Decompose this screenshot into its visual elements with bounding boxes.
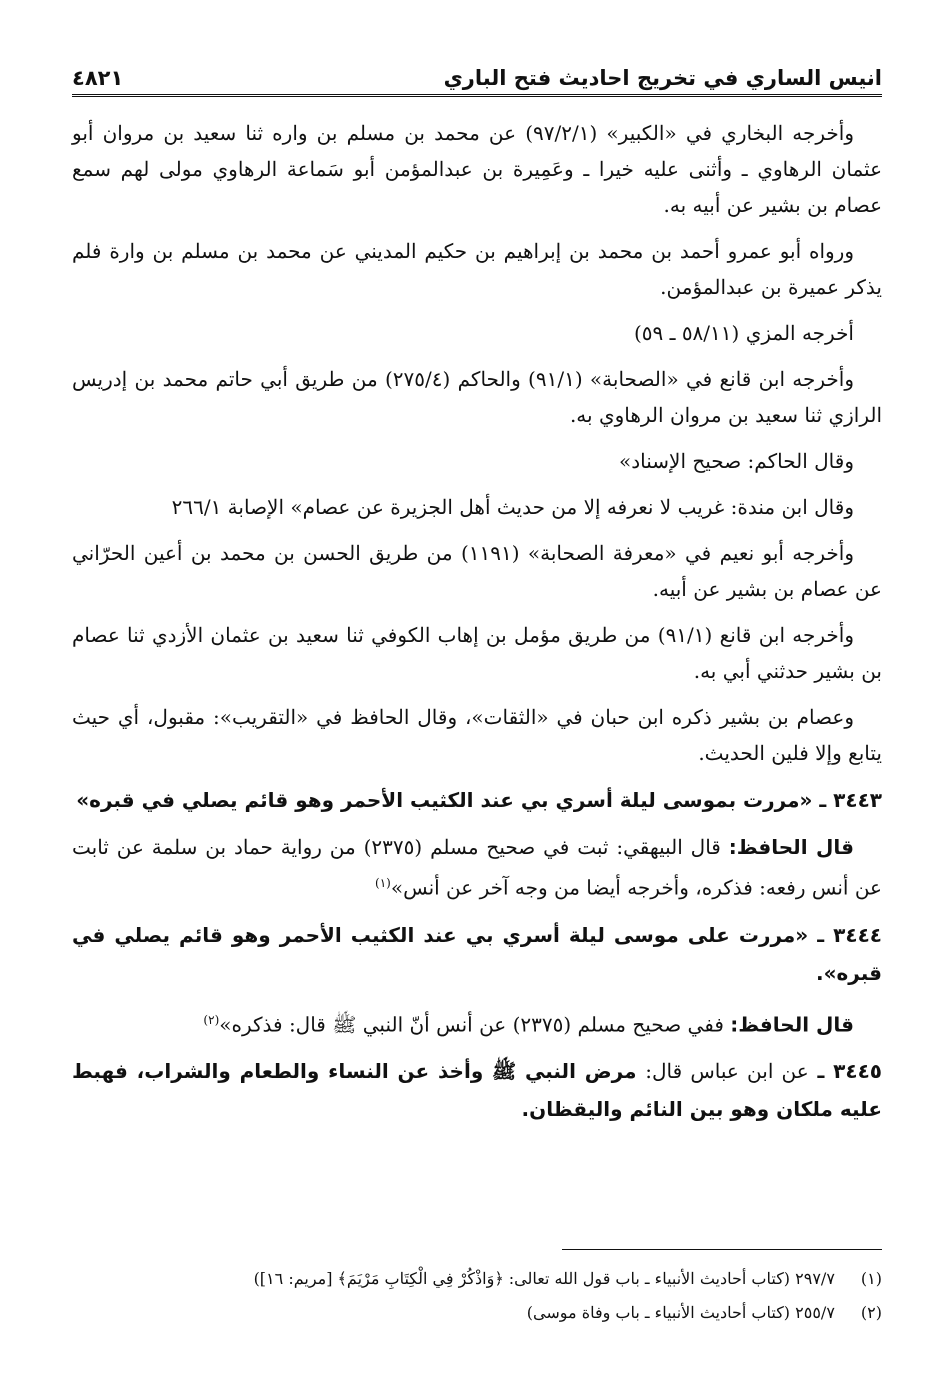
paragraph-mizzi: أخرجه المزي (٥٨/١١ ـ ٥٩) (633, 321, 854, 345)
hafiz-text: قال البيهقي: ثبت في صحيح مسلم (٢٣٧٥) من رواية حماد بن سلمة عن ثابت عن أنس رفعه: فذكره، وأخرجه أيضا من وجه آخر عن أنس» (72, 835, 882, 900)
header-divider (72, 94, 882, 97)
hafiz-label: قال الحافظ: (730, 1012, 854, 1037)
hafiz-text: ففي صحيح مسلم (٢٣٧٥) عن أنس أنّ النبي ﷺ قال: فذكره» (219, 1012, 724, 1037)
running-header (72, 50, 882, 94)
paragraph-ibn-manda: وقال ابن مندة: غريب لا نعرفه إلا من حديث أهل الجزيرة عن عصام» الإصابة ٢٦٦/١ (171, 495, 854, 519)
hadith-text: «مررت بموسى ليلة أسري بي عند الكثيب الأحمر وهو قائم يصلي في قبره» (76, 788, 813, 812)
paragraph-abu-nuaym: وأخرجه أبو نعيم في «معرفة الصحابة» (١١٩١) من طريق الحسن بن محمد بن أعين الحرّاني عن عصام بن بشير عن أبيه. (72, 541, 882, 601)
hadith-3445 (72, 1052, 882, 1128)
paragraph-ibn-qani-hakim: وأخرجه ابن قانع في «الصحابة» (٩١/١) والحاكم (٢٧٥/٤) من طريق أبي حاتم محمد بن إدريس الرازي ثنا سعيد بن مروان الرهاوي به. (72, 367, 882, 427)
hadith-number: ٣٤٤٤ ـ (817, 922, 882, 947)
hadith-3443 (72, 781, 882, 819)
footnote-ref[interactable]: (٢) (203, 1012, 220, 1027)
footnote-number: (١) (860, 1269, 882, 1288)
book-title: انيس الساري في تخريج احاديث فتح الباري (443, 66, 882, 90)
hafiz-comment-3444 (72, 1002, 882, 1043)
hadith-intro: عن ابن عباس قال: (645, 1059, 809, 1084)
footnotes (72, 1262, 882, 1330)
paragraph-ibn-hibban: وعصام بن بشير ذكره ابن حبان في «الثقات»، وقال الحافظ في «التقريب»: مقبول، أي حيث يتابع وإلا فلين الحديث. (72, 705, 882, 765)
paragraph-abu-amr: ورواه أبو عمرو أحمد بن محمد بن إبراهيم بن حكيم المديني عن محمد بن مسلم بن وارة فلم يذكر عميرة بن عبدالمؤمن. (72, 239, 882, 299)
footnote-item (72, 1296, 882, 1330)
footnote-ref[interactable]: (١) (375, 876, 391, 890)
paragraph-bukhari-kabir: وأخرجه البخاري في «الكبير» (٩٧/٢/١) عن محمد بن مسلم بن واره ثنا سعيد بن مروان أبو عثمان الرهاوي ـ وأثنى عليه خيرا ـ وعَمِيرة بن عبدالمؤمن أبو سَماعة الرهاوي مولى لهم سمع عصام بن بشير عن أبيه به. (72, 121, 882, 217)
hafiz-comment-3443 (72, 829, 882, 906)
hadith-text: مرض النبي ﷺ وأخذ عن النساء والطعام والشراب، فهبط عليه ملكان وهو بين النائم واليقظان. (72, 1059, 882, 1122)
footnote-text: ٢٩٧/٧ (كتاب أحاديث الأنبياء ـ باب قول الله تعالى: ﴿وَاذْكُرْ فِي الْكِتَابِ مَرْيَمَ﴾ [مريم: ١٦]) (253, 1269, 835, 1288)
footnote-text: ٢٥٥/٧ (كتاب أحاديث الأنبياء ـ باب وفاة موسى) (526, 1303, 835, 1322)
footnote-number: (٢) (860, 1303, 882, 1322)
hadith-number: ٣٤٤٣ ـ (819, 788, 882, 812)
hadith-text: «مررت على موسى ليلة أسري بي عند الكثيب الأحمر وهو قائم يصلي في قبره». (72, 922, 882, 985)
page-number: ٤٨٢١ (72, 66, 124, 90)
book-page (72, 50, 882, 1360)
paragraph-hakim-quote: وقال الحاكم: صحيح الإسناد» (619, 449, 854, 473)
hadith-3444 (72, 916, 882, 992)
hafiz-label: قال الحافظ: (728, 835, 854, 859)
paragraph-ibn-qani-2: وأخرجه ابن قانع (٩١/١) من طريق مؤمل بن إهاب الكوفي ثنا سعيد بن عثمان الأزدي ثنا عصام بن بشير حدثني أبي به. (72, 623, 882, 683)
footnote-item (72, 1262, 882, 1296)
footnote-divider (562, 1249, 882, 1250)
hadith-number: ٣٤٤٥ ـ (817, 1059, 882, 1084)
